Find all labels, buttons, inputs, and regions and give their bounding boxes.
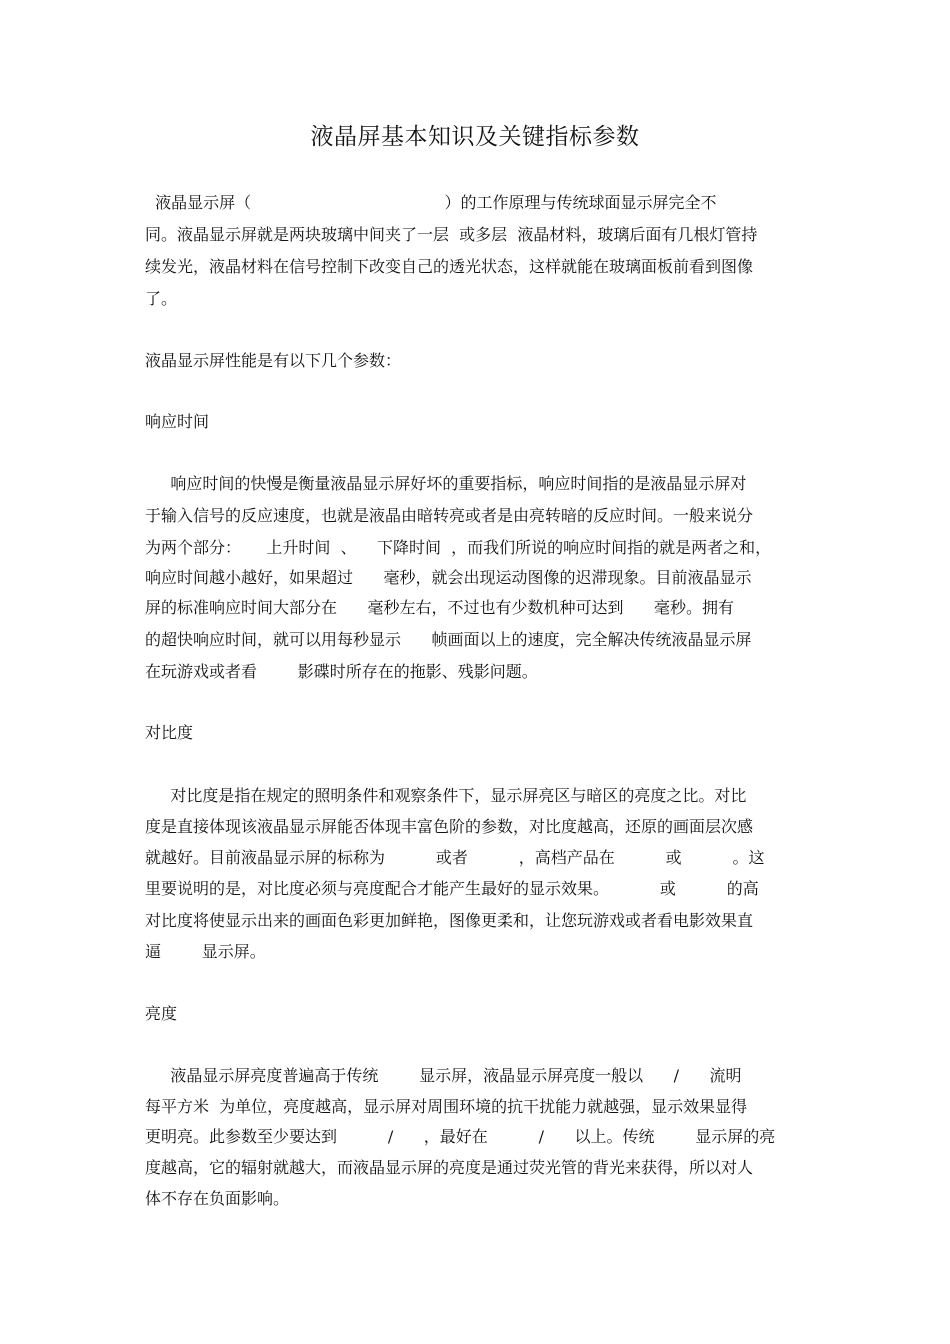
intro-line: 续发光，液晶材料在信号控制下改变自己的透光状态，这样就能在玻璃面板前看到图像 <box>145 257 754 276</box>
intro-line: 同。液晶显示屏就是两块玻璃中间夹了一层 或多层 液晶材料，玻璃后面有几根灯管持 <box>145 225 758 244</box>
paragraph-line: 于输入信号的反应速度，也就是液晶由暗转亮或者是由亮转暗的反应时间。一般来说分 <box>145 506 754 525</box>
section-heading-response-time: 响应时间 <box>145 412 210 431</box>
document-title: 液晶屏基本知识及关键指标参数 <box>310 124 640 150</box>
section-heading-contrast: 对比度 <box>145 723 194 742</box>
params-intro: 液晶显示屏性能是有以下几个参数： <box>145 351 402 370</box>
paragraph-line: 度是直接体现该液晶显示屏能否体现丰富色阶的参数，对比度越高，还原的画面层次感 <box>145 817 754 836</box>
paragraph-line: 逼 显示屏。 <box>145 942 266 961</box>
paragraph-line: 对比度将使显示出来的画面色彩更加鲜艳，图像更柔和，让您玩游戏或者看电影效果直 <box>145 911 754 930</box>
paragraph-line: 响应时间越小越好，如果超过 毫秒，就会出现运动图像的迟滞现象。目前液晶显示 <box>145 568 752 587</box>
paragraph-line: 里要说明的是，对比度必须与亮度配合才能产生最好的显示效果。 或 的高 <box>145 879 759 898</box>
paragraph-line: 更明亮。此参数至少要达到 / ，最好在 / 以上。传统 显示屏的亮 <box>145 1127 776 1146</box>
paragraph-line: 为两个部分： 上升时间 、 下降时间 ，而我们所说的响应时间指的就是两者之和， <box>145 538 772 557</box>
paragraph-line: 体不存在负面影响。 <box>145 1189 290 1208</box>
paragraph-line: 每平方米 为单位，亮度越高，显示屏对周围环境的抗干扰能力就越强，显示效果显得 <box>145 1097 748 1116</box>
section-heading-brightness: 亮度 <box>145 1004 178 1023</box>
paragraph-line: 在玩游戏或者看 影碟时所存在的拖影、残影问题。 <box>145 662 538 681</box>
paragraph-line: 屏的标准响应时间大部分在 毫秒左右，不过也有少数机种可达到 毫秒。拥有 <box>145 598 735 617</box>
intro-line: 液晶显示屏（ ）的工作原理与传统球面显示屏完全不 <box>145 193 717 212</box>
paragraph-line: 度越高，它的辐射就越大，而液晶显示屏的亮度是通过荧光管的背光来获得，所以对人 <box>145 1158 754 1177</box>
paragraph-line: 响应时间的快慢是衡量液晶显示屏好坏的重要指标，响应时间指的是液晶显示屏对 <box>145 474 747 493</box>
paragraph-line: 就越好。目前液晶显示屏的标称为 或者 ，高档产品在 或 。这 <box>145 848 765 867</box>
intro-line: 了。 <box>145 289 178 308</box>
paragraph-line: 对比度是指在规定的照明条件和观察条件下，显示屏亮区与暗区的亮度之比。对比 <box>145 786 747 805</box>
paragraph-line: 的超快响应时间，就可以用每秒显示 帧画面以上的速度，完全解决传统液晶显示屏 <box>145 630 752 649</box>
paragraph-line: 液晶显示屏亮度普遍高于传统 显示屏，液晶显示屏亮度一般以 / 流明 <box>145 1066 742 1085</box>
